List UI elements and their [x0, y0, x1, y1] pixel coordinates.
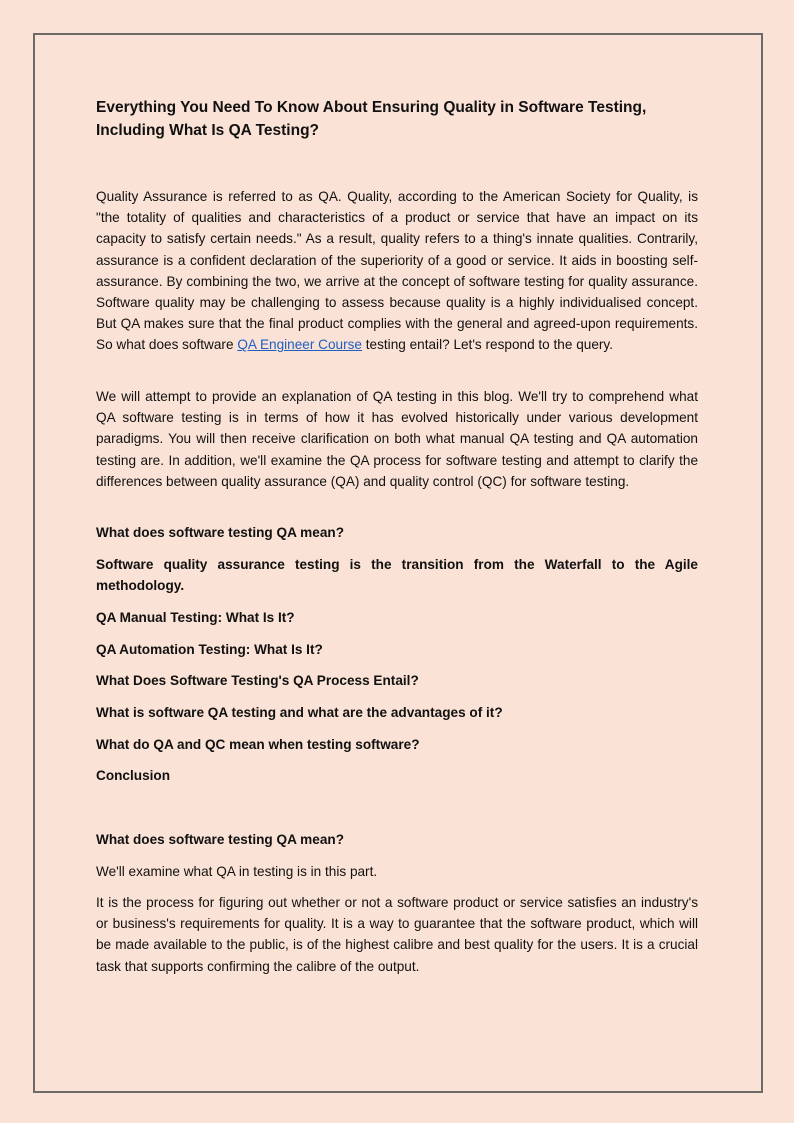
toc-item: What do QA and QC mean when testing software?	[96, 737, 420, 752]
toc-item: QA Manual Testing: What Is It?	[96, 610, 295, 625]
intro-paragraph	[96, 186, 698, 356]
toc-item: Conclusion	[96, 768, 171, 783]
intro-text: Quality Assurance is referred to as QA. Quality, according to the American Society for Quality, is "the totality of qualities and characteristics of a product or service that have an impact on its capacity to satisfy certain needs." As a result, quality refers to a thing's innate qualities. Contrarily, assurance is a confident declaration of the superiority of a good or service. It aids in boosting self-assurance. By combining the two, we arrive at the concept of software testing for quality assurance. Software quality may be challenging to assess because quality is a highly individualised concept. But QA makes sure that the final product complies with the general and agreed-upon requirements. So what does software	[96, 189, 698, 353]
intro-text-end: testing entail? Let's respond to the query.	[362, 337, 613, 353]
section-heading: What does software testing QA mean?	[96, 832, 344, 847]
toc-item: Software quality assurance testing is the transition from the Waterfall to the Agile methodology.	[96, 557, 698, 594]
toc-item: What Does Software Testing's QA Process Entail?	[96, 673, 419, 688]
section-paragraph: It is the process for figuring out whether or not a software product or service satisfies an industry's or business's requirements for quality. It is a way to guarantee that the software product, which will be made available to the public, is of the highest calibre and best quality for the users. It is a crucial task that supports confirming the calibre of the output.	[96, 895, 698, 974]
toc-item: What is software QA testing and what are the advantages of it?	[96, 705, 503, 720]
blog-overview-paragraph: We will attempt to provide an explanation of QA testing in this blog. We'll try to comprehend what QA software testing is in terms of how it has evolved historically under various development paradigms. You will then receive clarification on both what manual QA testing and QA automation testing are. In addition, we'll examine the QA process for software testing and attempt to clarify the differences between quality assurance (QA) and quality control (QC) for software testing.	[96, 389, 698, 489]
section-paragraph: We'll examine what QA in testing is in this part.	[96, 864, 378, 879]
document-title: Everything You Need To Know About Ensuring Quality in Software Testing, Including What Is QA Testing?	[96, 99, 647, 139]
toc-item: QA Automation Testing: What Is It?	[96, 642, 323, 657]
qa-engineer-course-link[interactable]: QA Engineer Course	[237, 337, 362, 353]
toc-item: What does software testing QA mean?	[96, 525, 344, 540]
